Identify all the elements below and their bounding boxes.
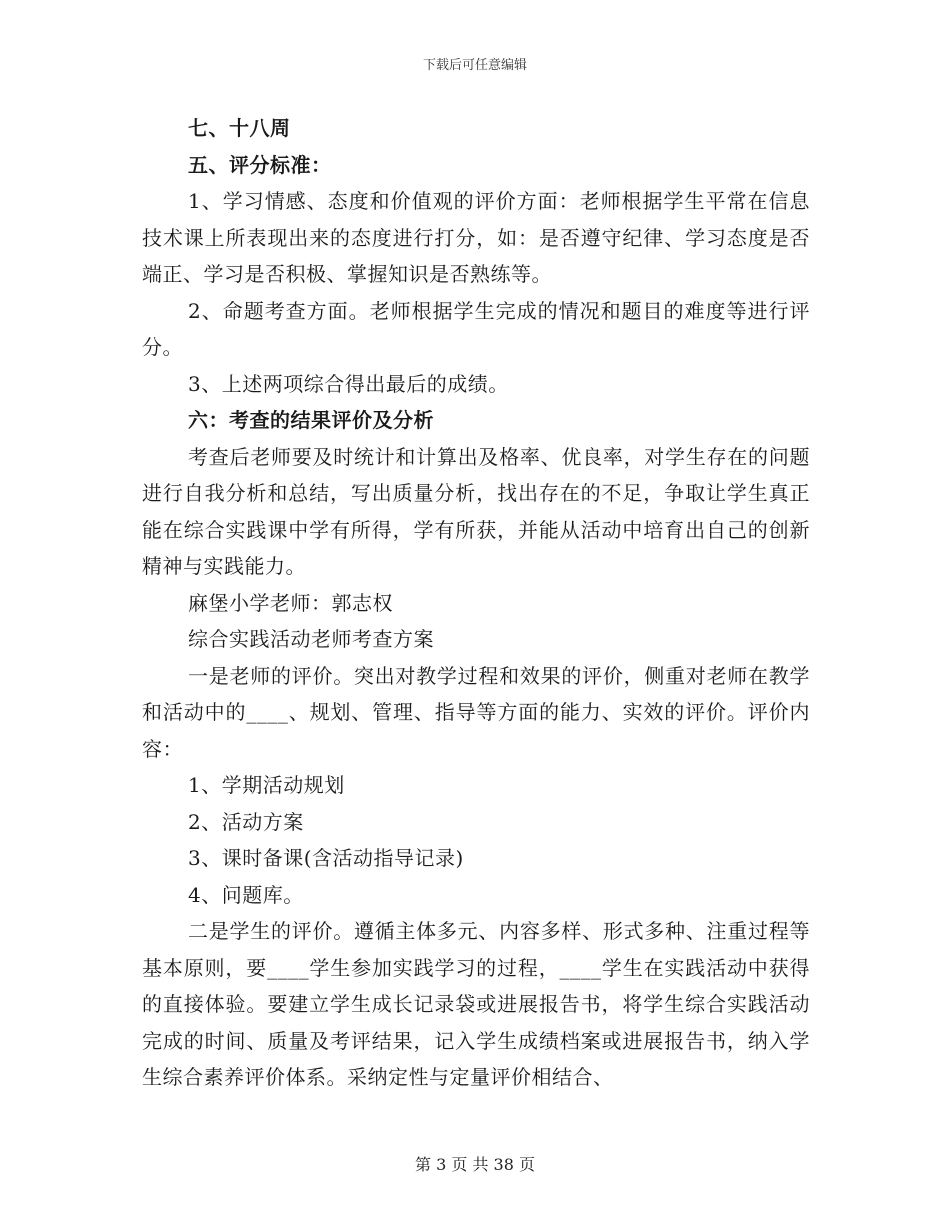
paragraph-plan-title: 综合实践活动老师考查方案 [188, 627, 434, 651]
paragraph-result-analysis: 考查后老师要及时统计和计算出及格率、优良率，对学生存在的问题进行自我分析和总结，写出质量分析，找出存在的不足，争取让学生真正能在综合实践课中学有所得，学有所获，并能从活动中培育出自己的创新精神与实践能力。 [142, 444, 810, 578]
list-item-question-bank: 4、问题库。 [188, 882, 304, 907]
page-number-footer: 第 3 页 共 38 页 [415, 1155, 535, 1174]
paragraph-scoring-item-3: 3、上述两项综合得出最后的成绩。 [188, 371, 509, 396]
paragraph-scoring-item-2: 2、命题考查方面。老师根据学生完成的情况和题目的难度等进行评分。 [142, 298, 810, 359]
paragraph-week-heading: 七、十八周 [188, 116, 291, 140]
page-header-note: 下载后可任意编辑 [422, 58, 527, 73]
paragraph-teacher-signature: 麻堡小学老师：郭志权 [188, 590, 393, 615]
paragraph-student-evaluation: 二是学生的评价。遵循主体多元、内容多样、形式多种、注重过程等基本原则，要____学生参加实践学习的过程，____学生在实践活动中获得的直接体验。要建立学生成长记录袋或进展报告书，将学生综合实践活动完成的时间、质量及考评结果，记入学生成绩档案或进展报告书，纳入学生综合素养评价体系。采纳定性与定量评价相结合、 [142, 919, 810, 1089]
section-heading-scoring-criteria: 五、评分标准： [188, 152, 332, 177]
document-body [142, 110, 810, 1096]
list-item-lesson-prep: 3、课时备课(含活动指导记录) [188, 846, 464, 870]
paragraph-teacher-evaluation: 一是老师的评价。突出对教学过程和效果的评价，侧重对老师在教学和活动中的____、规划、管理、指导等方面的能力、实效的评价。评价内容： [142, 663, 810, 761]
paragraph-scoring-item-1: 1、学习情感、态度和价值观的评价方面：老师根据学生平常在信息技术课上所表现出来的态度进行打分，如：是否遵守纪律、学习态度是否端正、学习是否积极、掌握知识是否熟练等。 [142, 189, 810, 286]
section-heading-result-evaluation: 六：考查的结果评价及分析 [188, 408, 434, 432]
list-item-semester-plan: 1、学期活动规划 [188, 773, 345, 797]
list-item-activity-plan: 2、活动方案 [188, 809, 304, 834]
